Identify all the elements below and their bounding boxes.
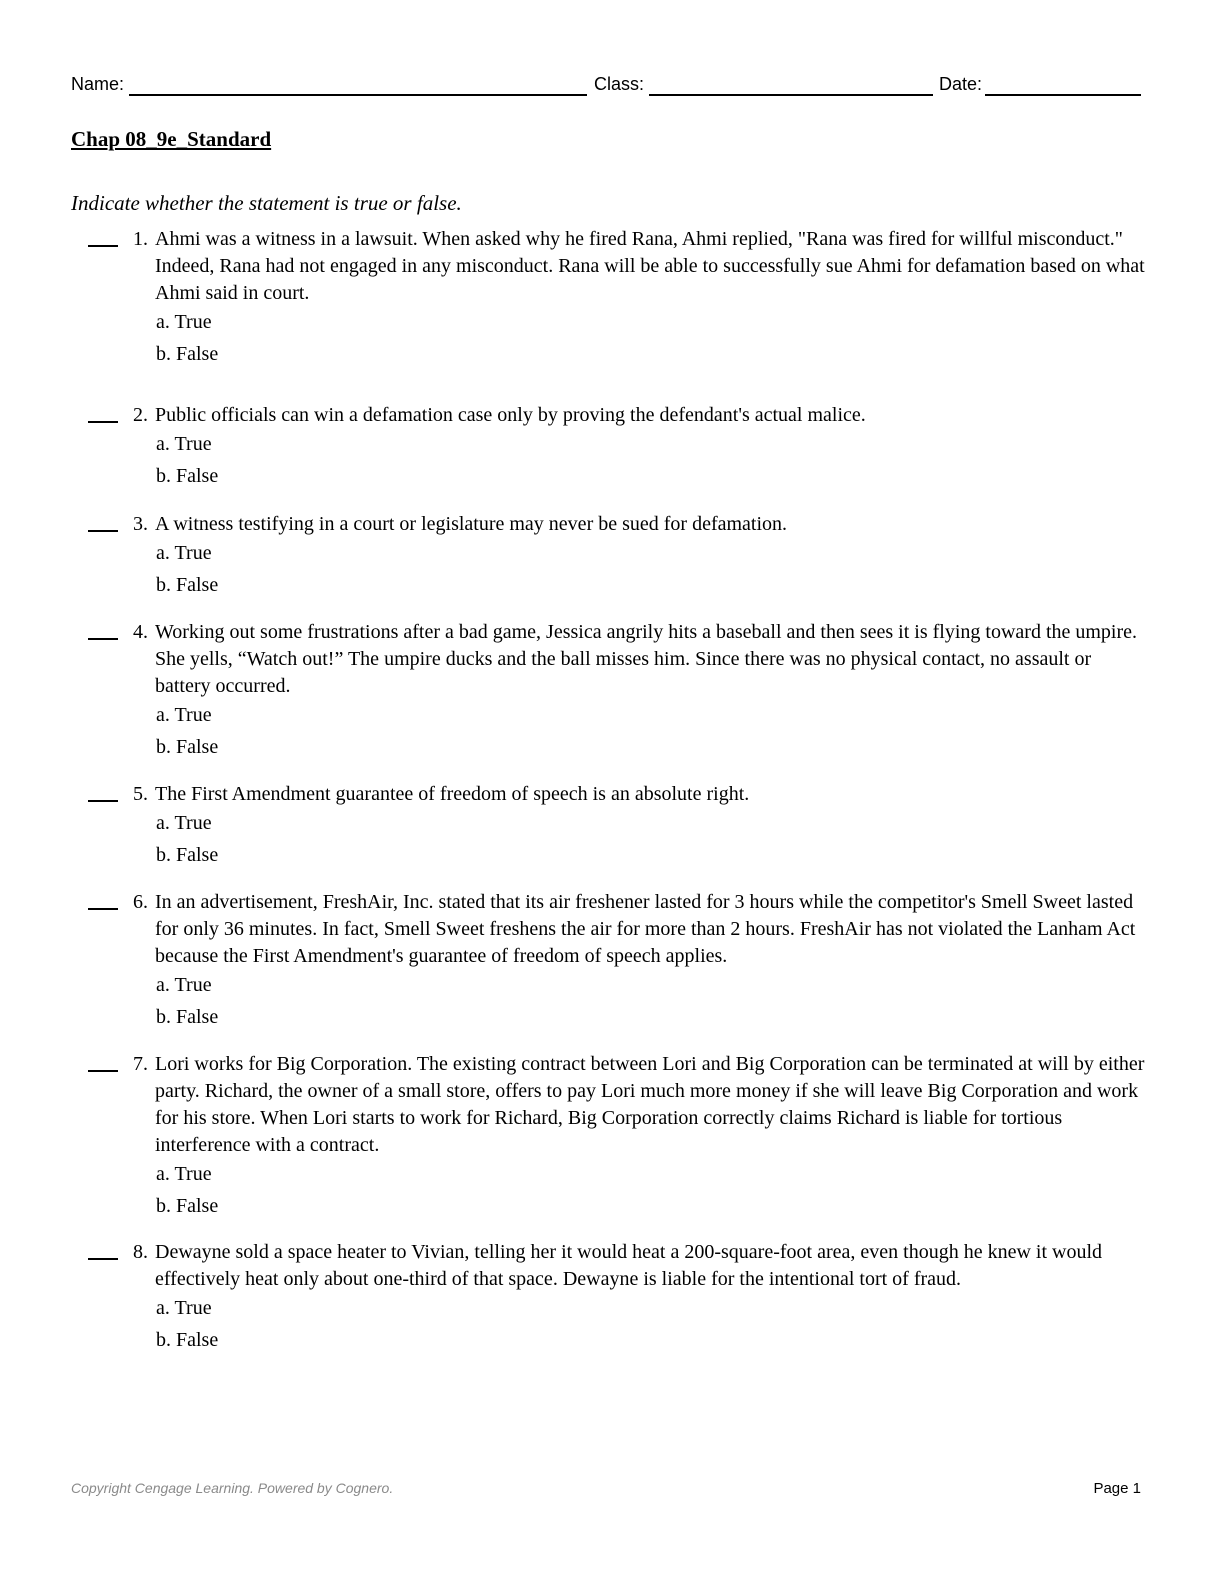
answer-blank[interactable] <box>88 421 118 423</box>
question-number: 5. <box>133 783 148 805</box>
date-field[interactable] <box>985 94 1141 96</box>
name-field[interactable] <box>129 94 587 96</box>
option-false: b. False <box>156 343 219 365</box>
copyright-footer: Copyright Cengage Learning. Powered by Cognero. <box>71 1480 394 1496</box>
question-number: 1. <box>133 228 148 250</box>
option-true: a. True <box>156 433 212 455</box>
class-label: Class: <box>594 74 645 94</box>
option-false: b. False <box>156 1329 219 1351</box>
date-label: Date: <box>939 74 983 94</box>
question-number: 8. <box>133 1241 148 1263</box>
option-true: a. True <box>156 974 212 996</box>
option-false: b. False <box>156 844 219 866</box>
instructions: Indicate whether the statement is true or false. <box>71 191 462 215</box>
question-number: 2. <box>133 404 148 426</box>
question-number: 6. <box>133 891 148 913</box>
question-number: 7. <box>133 1053 148 1075</box>
question-text: Working out some frustrations after a bad game, Jessica angrily hits a baseball and then sees it is flying toward the umpire. She yells, “Watch out!” The umpire ducks and the ball misses him. Since there was no physical contact, no assault or battery occurred. <box>155 621 1138 697</box>
student-info-header <box>71 72 1141 98</box>
question-text: Ahmi was a witness in a lawsuit. When asked why he fired Rana, Ahmi replied, "Rana was fired for willful misconduct." Indeed, Rana had not engaged in any misconduct. Rana will be able to successfully sue Ahmi for defamation based on what Ahmi said in court. <box>155 228 1145 304</box>
answer-blank[interactable] <box>88 245 118 247</box>
answer-blank[interactable] <box>88 1258 118 1260</box>
answer-blank[interactable] <box>88 1070 118 1072</box>
option-false: b. False <box>156 736 219 758</box>
document-title: Chap 08_9e_Standard <box>71 127 272 151</box>
answer-blank[interactable] <box>88 638 118 640</box>
question-text: A witness testifying in a court or legislature may never be sued for defamation. <box>155 513 788 535</box>
option-true: a. True <box>156 1163 212 1185</box>
question-text: Public officials can win a defamation case only by proving the defendant's actual malice. <box>155 404 866 426</box>
question-text: The First Amendment guarantee of freedom of speech is an absolute right. <box>155 783 750 805</box>
question-text: In an advertisement, FreshAir, Inc. stated that its air freshener lasted for 3 hours while the competitor's Smell Sweet lasted for only 36 minutes. In fact, Smell Sweet freshens the air for more than 2 hours. FreshAir has not violated the Lanham Act because the First Amendment's guarantee of freedom of speech applies. <box>155 891 1136 967</box>
page-number: Page 1 <box>1093 1480 1141 1497</box>
question-text: Lori works for Big Corporation. The existing contract between Lori and Big Corporation can be terminated at will by either party. Richard, the owner of a small store, offers to pay Lori much more money if she will leave Big Corporation and work for his store. When Lori starts to work for Richard, Big Corporation correctly claims Richard is liable for tortious interference with a contract. <box>155 1053 1145 1156</box>
option-false: b. False <box>156 574 219 596</box>
option-false: b. False <box>156 1195 219 1217</box>
answer-blank[interactable] <box>88 908 118 910</box>
option-false: b. False <box>156 1006 219 1028</box>
option-true: a. True <box>156 1297 212 1319</box>
option-true: a. True <box>156 812 212 834</box>
question-text: Dewayne sold a space heater to Vivian, telling her it would heat a 200-square-foot area, even though he knew it would effectively heat only about one-third of that space. Dewayne is liable for the intentional tort of fraud. <box>155 1241 1103 1290</box>
answer-blank[interactable] <box>88 530 118 532</box>
option-true: a. True <box>156 542 212 564</box>
option-false: b. False <box>156 465 219 487</box>
question-number: 4. <box>133 621 148 643</box>
question-number: 3. <box>133 513 148 535</box>
option-true: a. True <box>156 311 212 333</box>
class-field[interactable] <box>649 94 933 96</box>
answer-blank[interactable] <box>88 800 118 802</box>
name-label: Name: <box>71 74 125 94</box>
option-true: a. True <box>156 704 212 726</box>
